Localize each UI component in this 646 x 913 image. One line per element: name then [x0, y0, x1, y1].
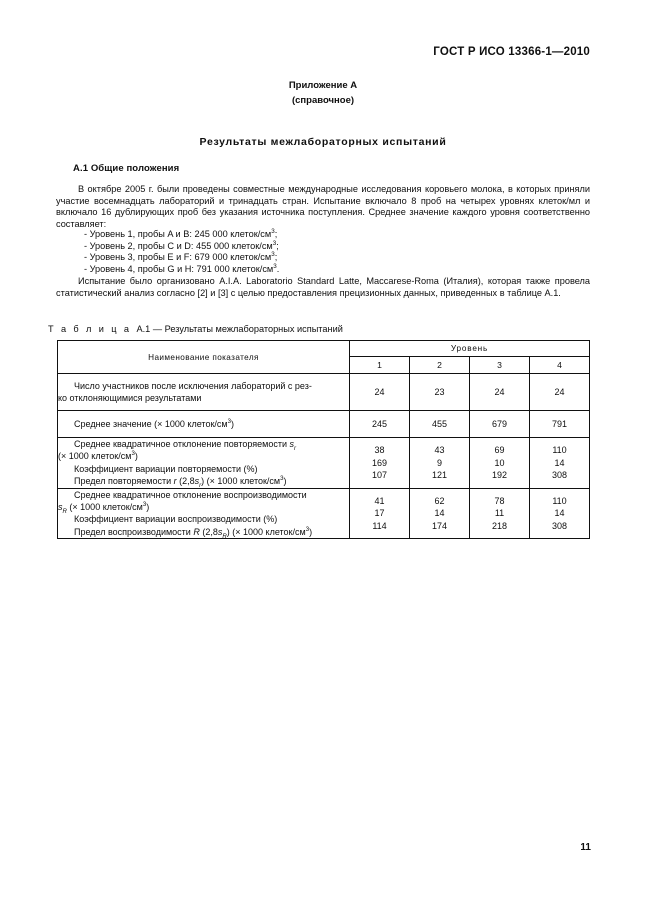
repeat-limit-post: ) (× 1000 клеток/см [201, 476, 281, 487]
repeat-limit-symbol: r [173, 476, 177, 487]
repro-limit-mid: (2,8 [199, 526, 218, 537]
table-row [58, 411, 590, 438]
column-header-level-3: 3 [470, 357, 530, 374]
repro-limit-pre: Предел воспроизводимости [74, 526, 194, 537]
row-label-tail: ) [230, 418, 234, 429]
repro-sd-units-sup: 3 [142, 501, 147, 509]
paragraph-organizer [56, 276, 590, 299]
cell-value: 23 [410, 374, 470, 411]
list-item [84, 264, 279, 276]
cell-value-group [470, 438, 530, 489]
cell-value-group [470, 488, 530, 539]
cell-value: 10 [494, 457, 505, 468]
standard-identifier: ГОСТ Р ИСО 13366-1—2010 [433, 46, 590, 58]
table-header-row-group [58, 341, 590, 357]
cell-value: 24 [350, 374, 410, 411]
level-superscript: 3 [271, 227, 275, 235]
table-row [58, 374, 590, 411]
cell-value: 455 [410, 411, 470, 438]
cell-value: 169 [371, 457, 388, 468]
cell-value: 110 [552, 495, 567, 506]
cell-value: 245 [350, 411, 410, 438]
level-text: - Уровень 2, пробы C и D: 455 000 клеток/см [84, 240, 273, 251]
page-number: 11 [580, 842, 591, 853]
paragraph-general-intro [56, 184, 590, 230]
row-label-repeatability-block [58, 438, 350, 489]
table-caption-number: А.1 [136, 324, 151, 334]
repeat-sd-symbol: s [289, 439, 294, 449]
repeat-limit-subscript: r [199, 482, 202, 490]
table-row [58, 438, 590, 489]
repeat-sd-units-post: ) [134, 451, 138, 462]
paragraph-organizer-text: Испытание было организовано A.I.A. Laboratorio Standard Latte, Maccarese-Roma (Италия), которая также провела статистический анализ согласно [2] и [3] с целью предоставления прецизионных данных, приведенных в таблице А.1. [56, 276, 590, 298]
page-title: Результаты межлабораторных испытаний [199, 136, 447, 148]
cell-value: 791 [530, 411, 590, 438]
repro-cv-text: Коэффициент вариации воспроизводимости (%) [74, 514, 278, 525]
cell-value-group [350, 488, 410, 539]
cell-value: 11 [494, 508, 505, 519]
annex-heading [0, 78, 646, 108]
repro-sd-units-post: ) [146, 502, 150, 513]
column-header-name: Наименование показателя [58, 341, 350, 374]
repro-limit-line [74, 525, 313, 540]
level-punct: . [276, 263, 280, 274]
repro-limit-symbol2: s [217, 526, 223, 537]
list-item [84, 229, 279, 241]
section-heading: A.1 Общие положения [73, 163, 180, 174]
repro-sd-symbol: s [58, 502, 63, 513]
row-label-reproducibility-block [58, 488, 350, 539]
results-table [57, 340, 590, 539]
repro-limit-symbol: R [193, 526, 200, 537]
annex-kind: (справочное) [291, 95, 355, 106]
cell-value: 43 [434, 445, 445, 456]
cell-value-group [350, 438, 410, 489]
list-item [84, 241, 279, 253]
repeat-sd-subscript: r [293, 444, 297, 452]
column-header-level-4: 4 [530, 357, 590, 374]
repeat-cv-text: Коэффициент вариации повторяемости (%) [74, 463, 258, 474]
paragraph-intro-text: В октябре 2005 г. были проведены совместные международные исследования коровьего молока, в которых приняли участие восемнадцать лабораторий и тринадцать стран. Испытание включало 8 проб на четырех уровнях клеток/мл и включало 16 дублирующих проб без указания источника поступления. Среднее значение каждого уровня соответственно составляет: [56, 184, 590, 229]
cell-value: 14 [554, 508, 565, 519]
cell-value-group [530, 438, 590, 489]
repeat-limit-tail: ) [283, 476, 287, 487]
cell-value: 192 [491, 470, 508, 481]
cell-value-group [410, 488, 470, 539]
row-label-text: Среднее значение (× 1000 клеток/см [74, 418, 228, 429]
row-label-participants [58, 374, 350, 411]
annex-label: Приложение А [288, 80, 358, 91]
table-caption-title: Результаты межлабораторных испытаний [164, 324, 343, 334]
cell-value: 69 [494, 445, 505, 456]
column-header-level-2: 2 [410, 357, 470, 374]
column-header-level-group: Уровень [350, 341, 590, 357]
cell-value: 41 [374, 495, 385, 506]
cell-value: 174 [431, 520, 448, 531]
table-body [58, 374, 590, 539]
repro-limit-sup: 3 [305, 525, 310, 533]
level-punct: ; [276, 240, 279, 251]
row-label-superscript: 3 [227, 417, 231, 425]
cell-value: 62 [434, 495, 445, 506]
level-punct: ; [274, 252, 278, 263]
cell-value-group [530, 488, 590, 539]
level-superscript: 3 [271, 251, 275, 259]
repeat-sd-units-pre: (× 1000 клеток/см [58, 451, 132, 462]
level-superscript: 3 [272, 239, 277, 247]
table-caption-dash: — [152, 324, 163, 334]
repro-limit-tail: ) [309, 526, 313, 537]
cell-value: 24 [530, 374, 590, 411]
cell-value: 14 [434, 508, 445, 519]
repro-limit-post: ) (× 1000 клеток/см [226, 526, 306, 537]
repeat-sd-units-sup: 3 [131, 450, 135, 458]
cell-value: 121 [431, 470, 448, 481]
level-text: - Уровень 3, пробы E и F: 679 000 клеток/см [84, 252, 272, 263]
cell-value: 14 [554, 457, 565, 468]
row-label-line2: ко отклоняющимися результатами [58, 393, 202, 403]
cell-value: 110 [552, 445, 567, 456]
cell-value: 17 [374, 508, 385, 519]
row-label-line1: Число участников после исключения лабораторий с рез- [74, 380, 312, 391]
repeat-limit-line [74, 475, 287, 490]
table-head [58, 341, 590, 374]
cell-value-group [410, 438, 470, 489]
level-superscript: 3 [273, 262, 277, 270]
repeat-limit-sup: 3 [280, 475, 284, 483]
cell-value: 107 [371, 470, 388, 481]
level-text: - Уровень 1, пробы A и B: 245 000 клеток/см [84, 229, 272, 239]
cell-value: 9 [436, 457, 442, 468]
repeat-limit-symbol2: s [194, 476, 200, 487]
cell-value: 78 [494, 495, 505, 506]
list-item [84, 252, 279, 264]
repeat-limit-mid: (2,8 [176, 476, 195, 487]
cell-value: 218 [491, 520, 508, 531]
cell-value: 24 [470, 374, 530, 411]
levels-list [84, 229, 279, 275]
table-caption [48, 324, 343, 334]
table-row [58, 488, 590, 539]
column-header-level-1: 1 [350, 357, 410, 374]
repeat-limit-pre: Предел повторяемости [74, 476, 174, 487]
cell-value: 114 [372, 520, 387, 531]
cell-value: 308 [551, 470, 568, 481]
repro-sd-text: Среднее квадратичное отклонение воспроизводимости [74, 489, 307, 500]
level-text: - Уровень 4, пробы G и H: 791 000 клеток/см [84, 263, 274, 274]
level-punct: ; [274, 229, 278, 239]
repeat-sd-text: Среднее квадратичное отклонение повторяемости [74, 439, 290, 449]
repro-sd-subscript: R [62, 507, 67, 515]
cell-value: 679 [470, 411, 530, 438]
table-caption-label: Т а б л и ц а [48, 324, 132, 334]
repro-limit-subscript: R [222, 532, 227, 540]
cell-value: 38 [374, 445, 385, 456]
repro-sd-units-pre: (× 1000 клеток/см [66, 502, 143, 513]
row-label-mean [58, 411, 350, 438]
cell-value: 308 [551, 520, 568, 531]
